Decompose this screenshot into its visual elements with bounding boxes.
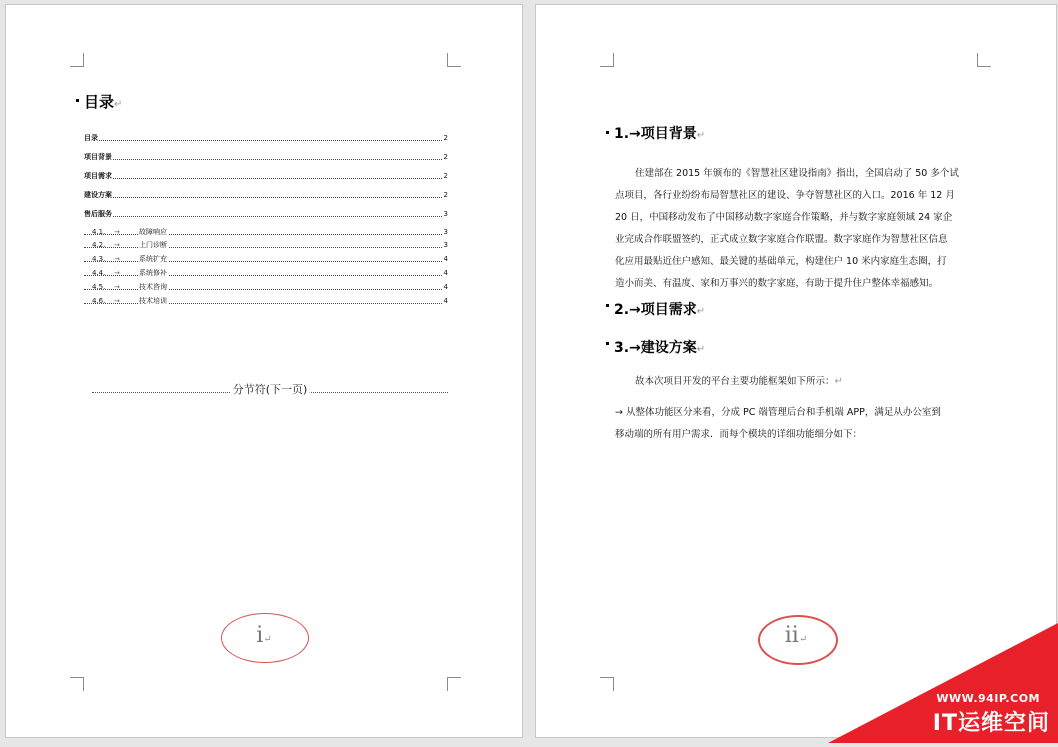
toc-entry-number: 4.1. [92,228,106,236]
crop-mark-top-left [70,53,84,67]
section-break-label: 分节符(下一页) [232,383,308,396]
toc-entry[interactable] [84,208,448,220]
crop-mark-bottom-right [447,677,461,691]
toc-entry-page: 3 [443,228,448,236]
crop-mark-top-right [977,53,991,67]
toc-entry-page: 4 [443,297,448,305]
toc-entry[interactable]: 4.1. → 故障响应 3 [84,226,448,238]
paragraph-line: → 从整体功能区分来看，分成 PC 端管理后台和手机端 APP，满足从办公室到 [615,407,941,418]
toc-entry[interactable]: 4.4. → 系统修补 4 [84,267,448,279]
toc-entry-label: 系统修补 [139,269,167,277]
page-number[interactable]: i↵ [256,623,272,648]
toc-entry[interactable]: 4.5. → 技术咨询 4 [84,281,448,293]
toc-entry-label: 项目需求 [84,172,112,180]
heading-construction-plan[interactable]: 3.→建设方案↵ [614,340,706,356]
toc-entry-number: 4.3. [92,255,106,263]
paragraph-line: 化应用最贴近住户感知、最关键的基础单元，构建住户 10 米内家庭生态圈，打 [615,256,947,267]
site-watermark [828,623,1058,743]
document-page-1 [5,4,523,738]
toc-entry-label: 目录 [84,134,98,142]
toc-entry-page: 4 [443,269,448,277]
toc-entry-label: 项目背景 [84,153,112,161]
toc-entry-label: 售后服务 [84,210,112,218]
toc-entry-label: 技术咨询 [139,283,167,291]
toc-entry[interactable]: 4.6. → 技术培训 4 [84,295,448,307]
toc-heading[interactable]: 目录↵ [84,93,123,111]
paragraph-line: 20 日，中国移动发布了中国移动数字家庭合作策略，并与数字家庭领域 24 家企 [615,212,953,223]
toc-entry[interactable] [84,170,448,182]
crop-mark-bottom-left [600,677,614,691]
paragraph-framework-intro[interactable]: 故本次项目开发的平台主要功能框架如下所示：↵ [635,376,843,387]
toc-entry-page: 2 [443,191,448,199]
paragraph-line: 住建部在 2015 年颁布的《智慧社区建设指南》指出，全国启动了 50 多个试 [635,168,959,179]
paragraph-line: 造小而美、有温度、家和万事兴的数字家庭，有助于提升住户整体幸福感知。 [615,278,939,289]
paragraph-line: 业完成合作联盟签约，正式成立数字家庭合作联盟。数字家庭作为智慧社区信息 [615,234,948,245]
crop-mark-top-left [600,53,614,67]
crop-mark-top-right [447,53,461,67]
paragraph-line: 点项目，各行业纷纷布局智慧社区的建设、争夺智慧社区的入口。2016 年 12 月 [615,190,955,201]
heading-bullet [606,304,609,307]
heading-project-background[interactable]: 1.→项目背景↵ [614,126,706,142]
toc-entry-label: 故障响应 [139,228,167,236]
toc-entry-page: 3 [443,210,448,218]
heading-bullet [76,99,79,102]
heading-project-requirements[interactable]: 2.→项目需求↵ [614,302,706,318]
crop-mark-bottom-left [70,677,84,691]
toc-entry-page: 4 [443,283,448,291]
toc-entry[interactable]: 4.2. → 上门诊断 3 [84,239,448,251]
toc-entry-label: 系统扩充 [139,255,167,263]
toc-entry-number: 4.5. [92,283,106,291]
heading-bullet [606,342,609,345]
toc-entry[interactable] [84,151,448,163]
toc-entry-number: 4.4. [92,269,106,277]
toc-entry-page: 2 [443,153,448,161]
toc-entry-page: 2 [443,134,448,142]
watermark-logo-text: IT运维空间 [932,711,1050,736]
page-number[interactable]: ii↵ [784,623,808,648]
heading-bullet [606,131,609,134]
toc-entry-page: 2 [443,172,448,180]
toc-entry[interactable] [84,189,448,201]
watermark-url: WWW.94IP.COM [936,692,1040,705]
toc-entry-page: 4 [443,255,448,263]
toc-entry-number: 4.6. [92,297,106,305]
toc-entry[interactable] [84,132,448,144]
section-break [92,381,448,395]
toc-entry-number: 4.2. [92,241,106,249]
toc-entry-label: 技术培训 [139,297,167,305]
toc-entry-page: 3 [443,241,448,249]
toc-entry-label: 建设方案 [84,191,112,199]
toc-entry-label: 上门诊断 [139,241,167,249]
toc-entry[interactable]: 4.3. → 系统扩充 4 [84,253,448,265]
paragraph-line: 移动端的所有用户需求．而每个模块的详细功能细分如下： [615,429,863,440]
